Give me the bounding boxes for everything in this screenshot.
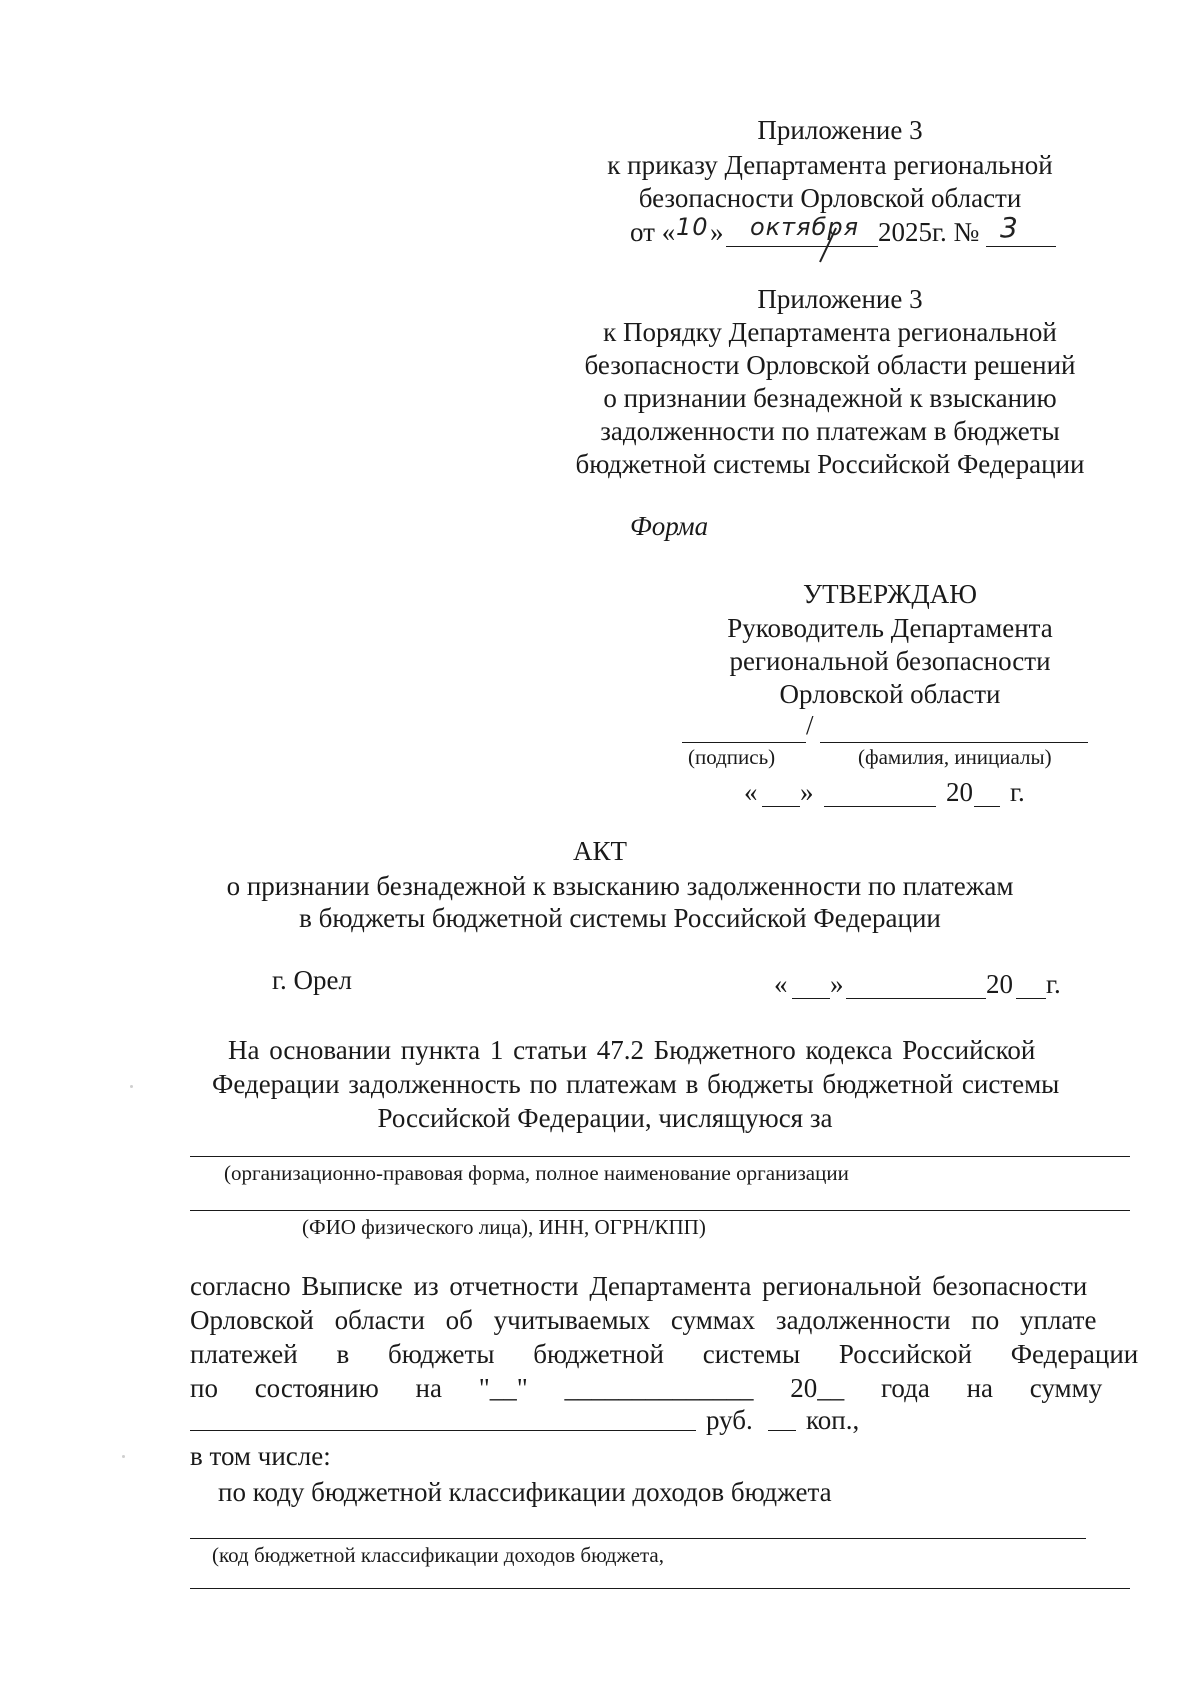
sum-kop: коп.,: [806, 1405, 860, 1435]
approval-date-close: »: [800, 777, 814, 807]
signature-slash: /: [806, 710, 814, 740]
form-label: Форма: [630, 511, 709, 541]
annex-order-number-line: [986, 246, 1056, 247]
act-subtitle-line2: в бюджеты бюджетной системы Российской Федерации: [299, 903, 941, 933]
act-city: г. Орел: [272, 965, 352, 995]
handwritten-slash-stroke: [812, 226, 842, 266]
signature-line: [682, 742, 806, 743]
person-field-line: [190, 1210, 1130, 1211]
para2-line2: Орловской области об учитываемых суммах задолженности по уплате: [190, 1305, 1097, 1335]
caption-org: (организационно-правовая форма, полное наименование организации: [224, 1161, 849, 1185]
act-month-line: [846, 998, 986, 999]
annex-procedure-line: бюджетной системы Российской Федерации: [575, 449, 1085, 479]
caption-signature: (подпись): [688, 745, 776, 769]
annex-order-month-line: [726, 246, 878, 247]
para2-line1: согласно Выписке из отчетности Департамента региональной безопасности: [190, 1271, 1088, 1301]
annex-order-month-handwritten: октября: [750, 213, 860, 241]
annex-procedure-title: Приложение 3: [757, 284, 923, 314]
para2-line3: платежей в бюджеты бюджетной системы Российской Федерации: [190, 1339, 1139, 1369]
para1-line3: Российской Федерации, числящуюся за: [377, 1103, 833, 1133]
act-date-open: «: [774, 969, 788, 999]
kbk-field-line: [190, 1538, 1086, 1539]
approval-line: Орловской области: [779, 679, 1001, 709]
annex-order-number-handwritten: 3: [1000, 211, 1019, 244]
para1-line1: На основании пункта 1 статьи 47.2 Бюджетного кодекса Российской: [228, 1035, 1036, 1065]
kop-line: [768, 1430, 796, 1431]
para1-line2: Федерации задолженность по платежам в бюджеты бюджетной системы: [212, 1069, 1060, 1099]
annex-order-line2: безопасности Орловской области: [638, 183, 1022, 213]
approval-day-line: [762, 806, 800, 807]
act-date-g: г.: [1046, 969, 1061, 999]
org-field-line: [190, 1156, 1130, 1157]
approval-month-line: [824, 806, 936, 807]
annex-procedure-line: к Порядку Департамента региональной: [603, 317, 1057, 347]
act-date-close: »: [830, 969, 844, 999]
annex-procedure-line: задолженности по платежам в бюджеты: [600, 416, 1060, 446]
annex-procedure-line: безопасности Орловской области решений: [584, 350, 1076, 380]
approval-heading: УТВЕРЖДАЮ: [802, 579, 978, 609]
approval-line: региональной безопасности: [729, 646, 1051, 676]
approval-year-line: [974, 806, 1000, 807]
act-year-line: [1016, 998, 1046, 999]
act-subtitle-line1: о признании безнадежной к взысканию задолженности по платежам: [226, 871, 1014, 901]
scan-speck: [122, 1455, 125, 1458]
approval-date-year: 20: [946, 777, 973, 807]
approval-date-open: «: [744, 777, 758, 807]
name-line: [820, 742, 1088, 743]
para2-line4: по состоянию на "__" ______________ 20__ года на сумму: [190, 1373, 1103, 1403]
annex-order-date-prefix: от «: [630, 217, 676, 247]
annex-order-day-handwritten: 10: [676, 213, 709, 241]
approval-line: Руководитель Департамента: [727, 613, 1053, 643]
approval-date-g: г.: [1010, 777, 1025, 807]
including-label: в том числе:: [190, 1441, 331, 1471]
annex-procedure-line: о признании безнадежной к взысканию: [603, 383, 1057, 413]
sum-rub: руб.: [706, 1405, 753, 1435]
act-day-line: [792, 998, 830, 999]
act-date-year: 20: [986, 969, 1013, 999]
annex-order-date-year: 2025г. №: [878, 217, 980, 247]
kbk-field-line-2: [190, 1588, 1130, 1589]
caption-kbk: (код бюджетной классификации доходов бюджета,: [212, 1543, 664, 1567]
sum-line: [190, 1430, 696, 1431]
act-title: АКТ: [573, 836, 627, 866]
kbk-line-text: по коду бюджетной классификации доходов бюджета: [218, 1477, 832, 1507]
annex-order-line1: к приказу Департамента региональной: [607, 150, 1053, 180]
annex-order-title: Приложение 3: [757, 115, 923, 145]
scan-speck: [130, 1085, 133, 1088]
annex-order-date-close: »: [710, 217, 724, 247]
caption-name: (фамилия, инициалы): [858, 745, 1052, 769]
caption-person: (ФИО физического лица), ИНН, ОГРН/КПП): [302, 1215, 706, 1239]
